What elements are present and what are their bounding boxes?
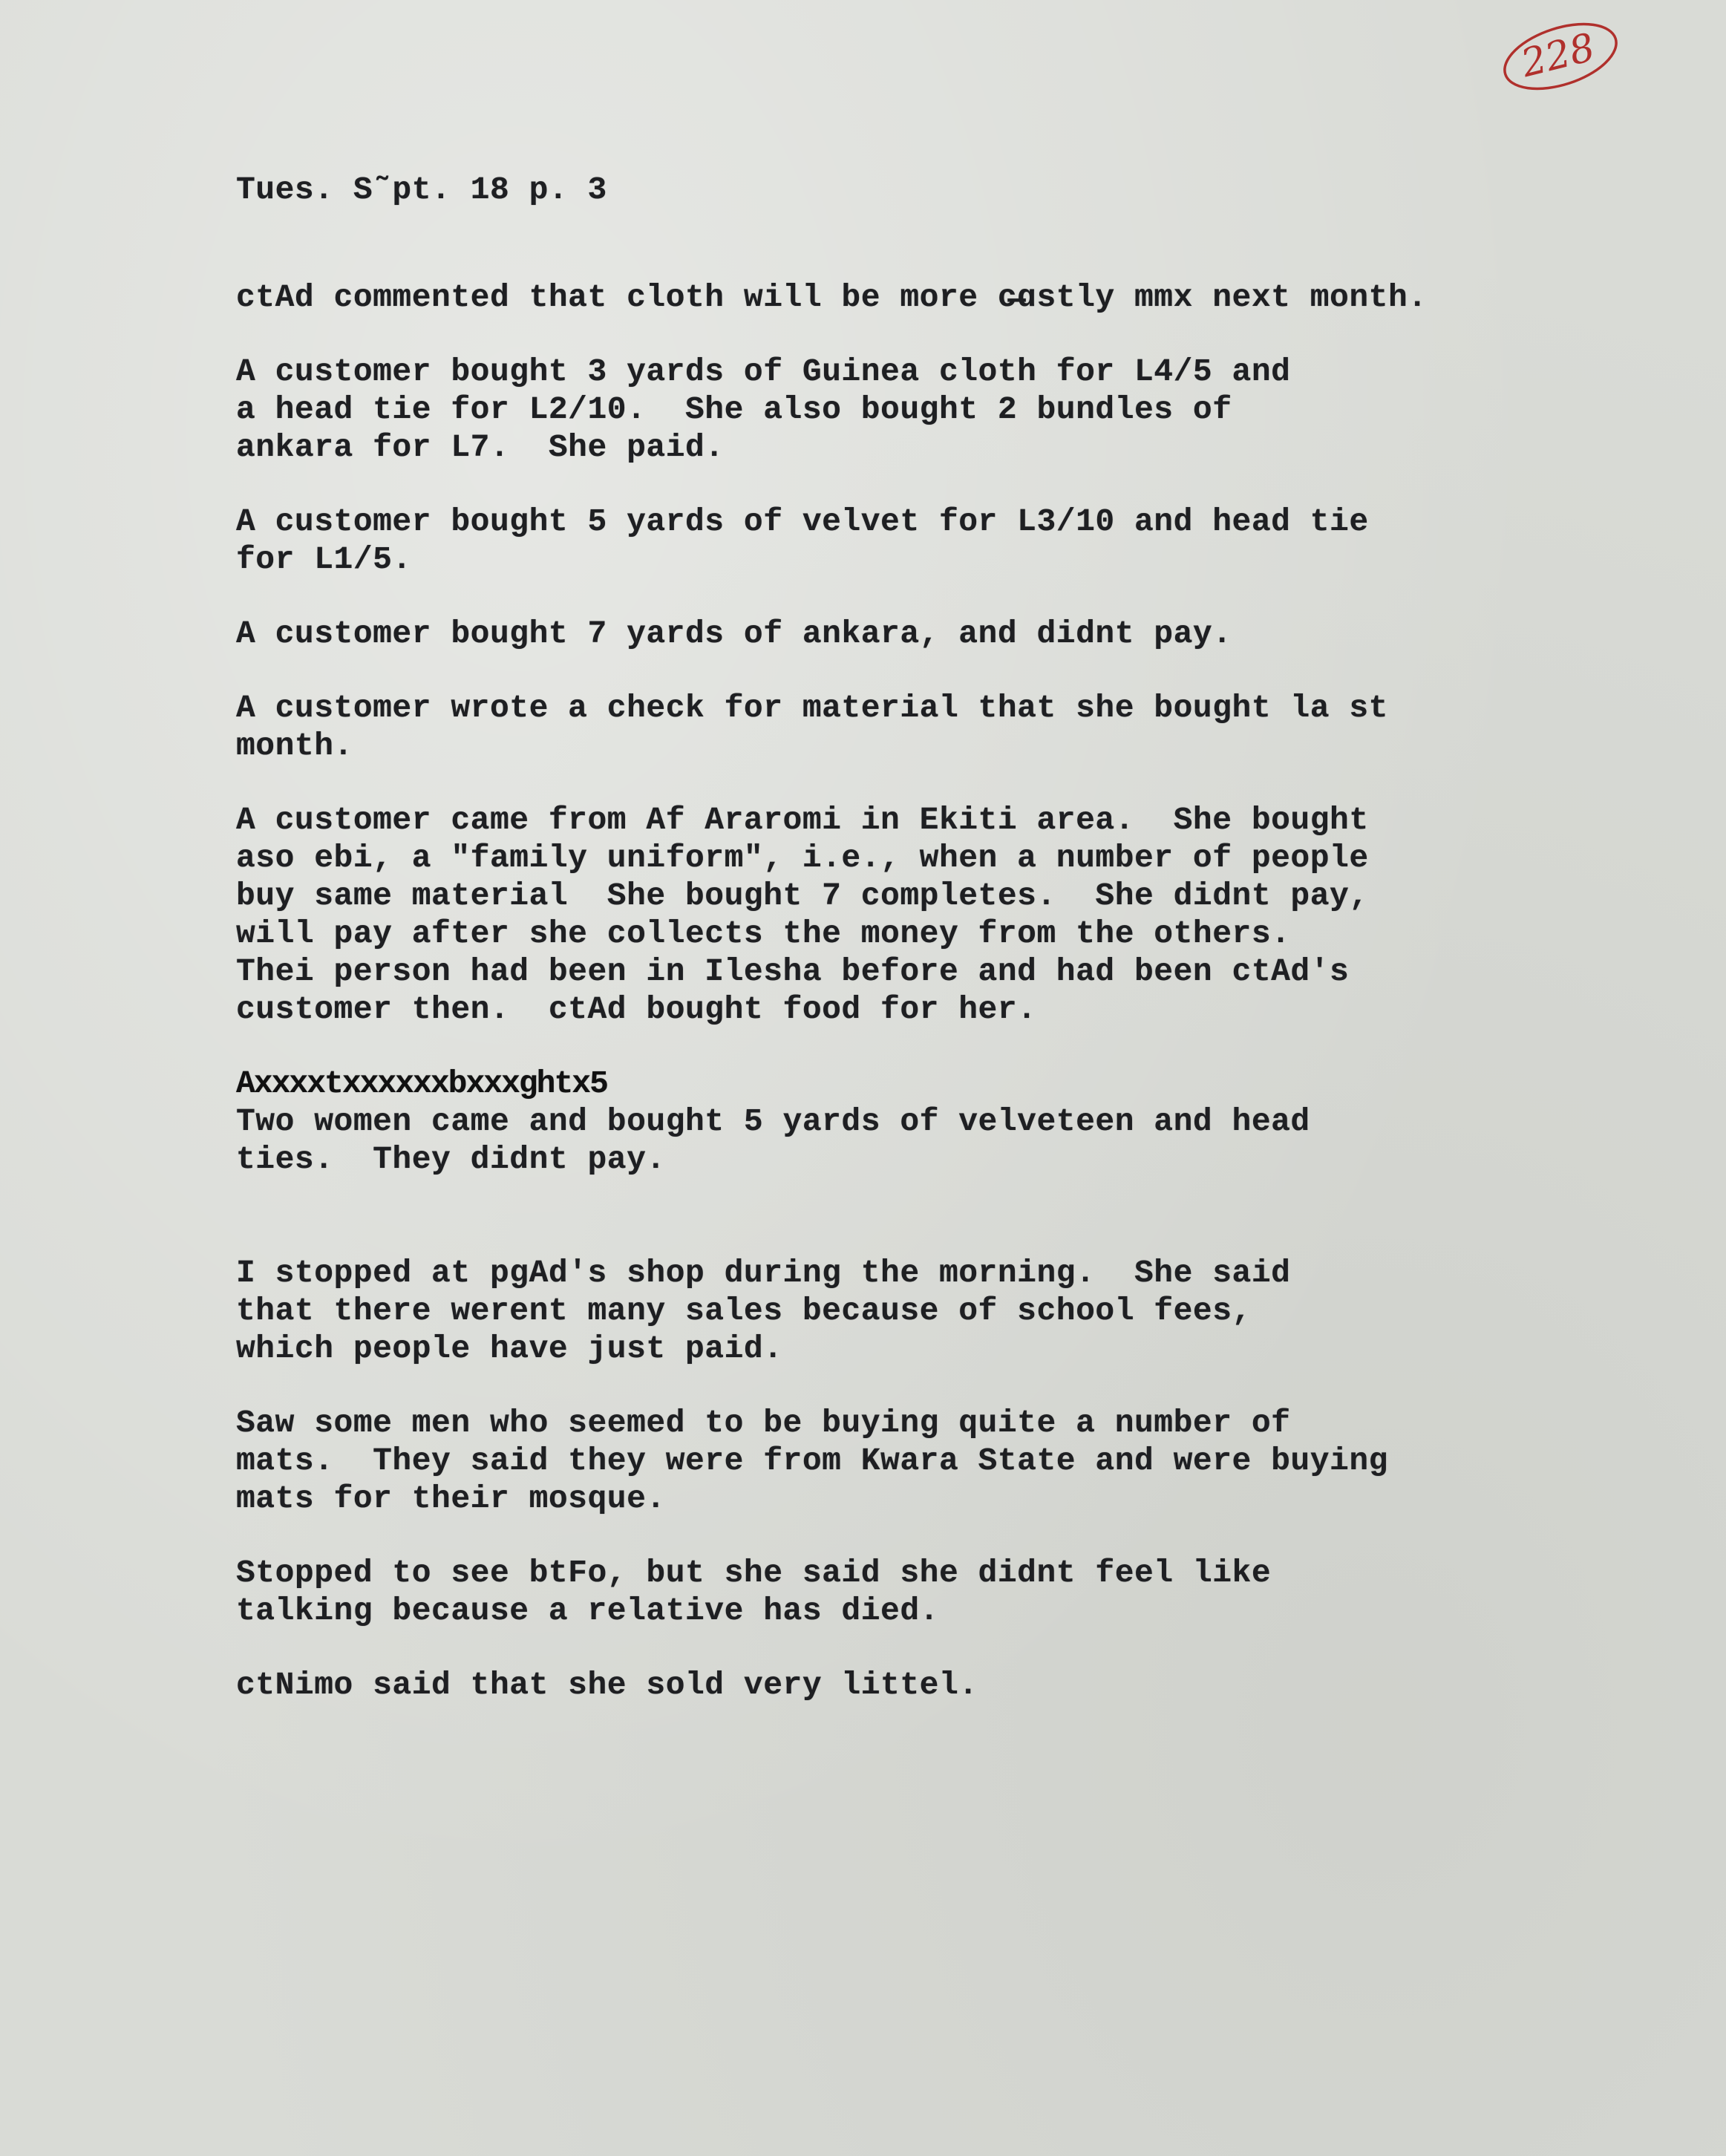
text-line: ctNimo said that she sold very littel.	[236, 1667, 978, 1703]
paragraph-9	[236, 1404, 1647, 1518]
text-line: talking because a relative has died.	[236, 1592, 939, 1629]
struck-out-line: Axxxxtxxxxxxbxxxghtx5	[236, 1065, 607, 1102]
text-line: ties. They didnt pay.	[236, 1141, 666, 1177]
page-header: Tues. S˜pt. 18 p. 3	[236, 172, 607, 208]
text-line: aso ebi, a "family uniform", i.e., when a number of people	[236, 840, 1369, 876]
text-line: ankara for L7. She paid.	[236, 429, 725, 466]
text-line: Saw some men who seemed to be buying quite a number of	[236, 1405, 1291, 1441]
paragraph-10	[236, 1554, 1647, 1630]
text-line: will pay after she collects the money from the others.	[236, 915, 1291, 952]
page-number-stamp	[1498, 13, 1623, 95]
paragraph-3	[236, 503, 1647, 578]
text-line: month.	[236, 728, 353, 764]
text-line: Thei person had been in Ilesha before and had been ctAd's	[236, 953, 1350, 990]
text-line: buy same material She bought 7 completes. She didnt pay,	[236, 878, 1369, 914]
paragraph-6	[236, 801, 1647, 1028]
paragraph-2	[236, 353, 1647, 466]
text-line: for L1/5.	[236, 541, 412, 578]
paragraph-1	[236, 278, 1647, 316]
text-line: I stopped at pgAd's shop during the morning. She said	[236, 1255, 1291, 1291]
text-line: A customer wrote a check for material that she bought la st	[236, 690, 1388, 726]
paragraph-5	[236, 689, 1647, 765]
text-line: A customer bought 5 yards of velvet for L3/10 and head tie	[236, 503, 1369, 540]
text-line: A customer bought 3 yards of Guinea cloth for L4/5 and	[236, 353, 1291, 390]
paragraph-11	[236, 1666, 1647, 1704]
page-number-text: 228	[1517, 25, 1600, 87]
paragraph-4	[236, 615, 1647, 653]
text-line: A customer bought 7 yards of ankara, and didnt pay.	[236, 615, 1232, 652]
text-line: mats. They said they were from Kwara State and were buying	[236, 1443, 1388, 1479]
text-line: mats for their mosque.	[236, 1480, 666, 1517]
paragraph-7	[236, 1065, 1647, 1178]
text-line: a head tie for L2/10. She also bought 2 bundles of	[236, 391, 1232, 428]
text-line: customer then. ctAd bought food for her.	[236, 991, 1037, 1028]
paragraph-8	[236, 1254, 1647, 1368]
text-line: that there werent many sales because of school fees,	[236, 1293, 1252, 1329]
text-line: Stopped to see btFo, but she said she didnt feel like	[236, 1555, 1272, 1591]
text-line: A customer came from Af Araromi in Ekiti area. She bought	[236, 802, 1369, 838]
text-line: Two women came and bought 5 yards of velveteen and head	[236, 1103, 1310, 1140]
typed-notes	[236, 171, 1647, 1740]
text-line: which people have just paid.	[236, 1330, 783, 1367]
text-line: ctAd commented that cloth will be more c̶ɑstly mmx next month.	[236, 279, 1428, 316]
circled-page-number-icon	[1498, 13, 1623, 95]
